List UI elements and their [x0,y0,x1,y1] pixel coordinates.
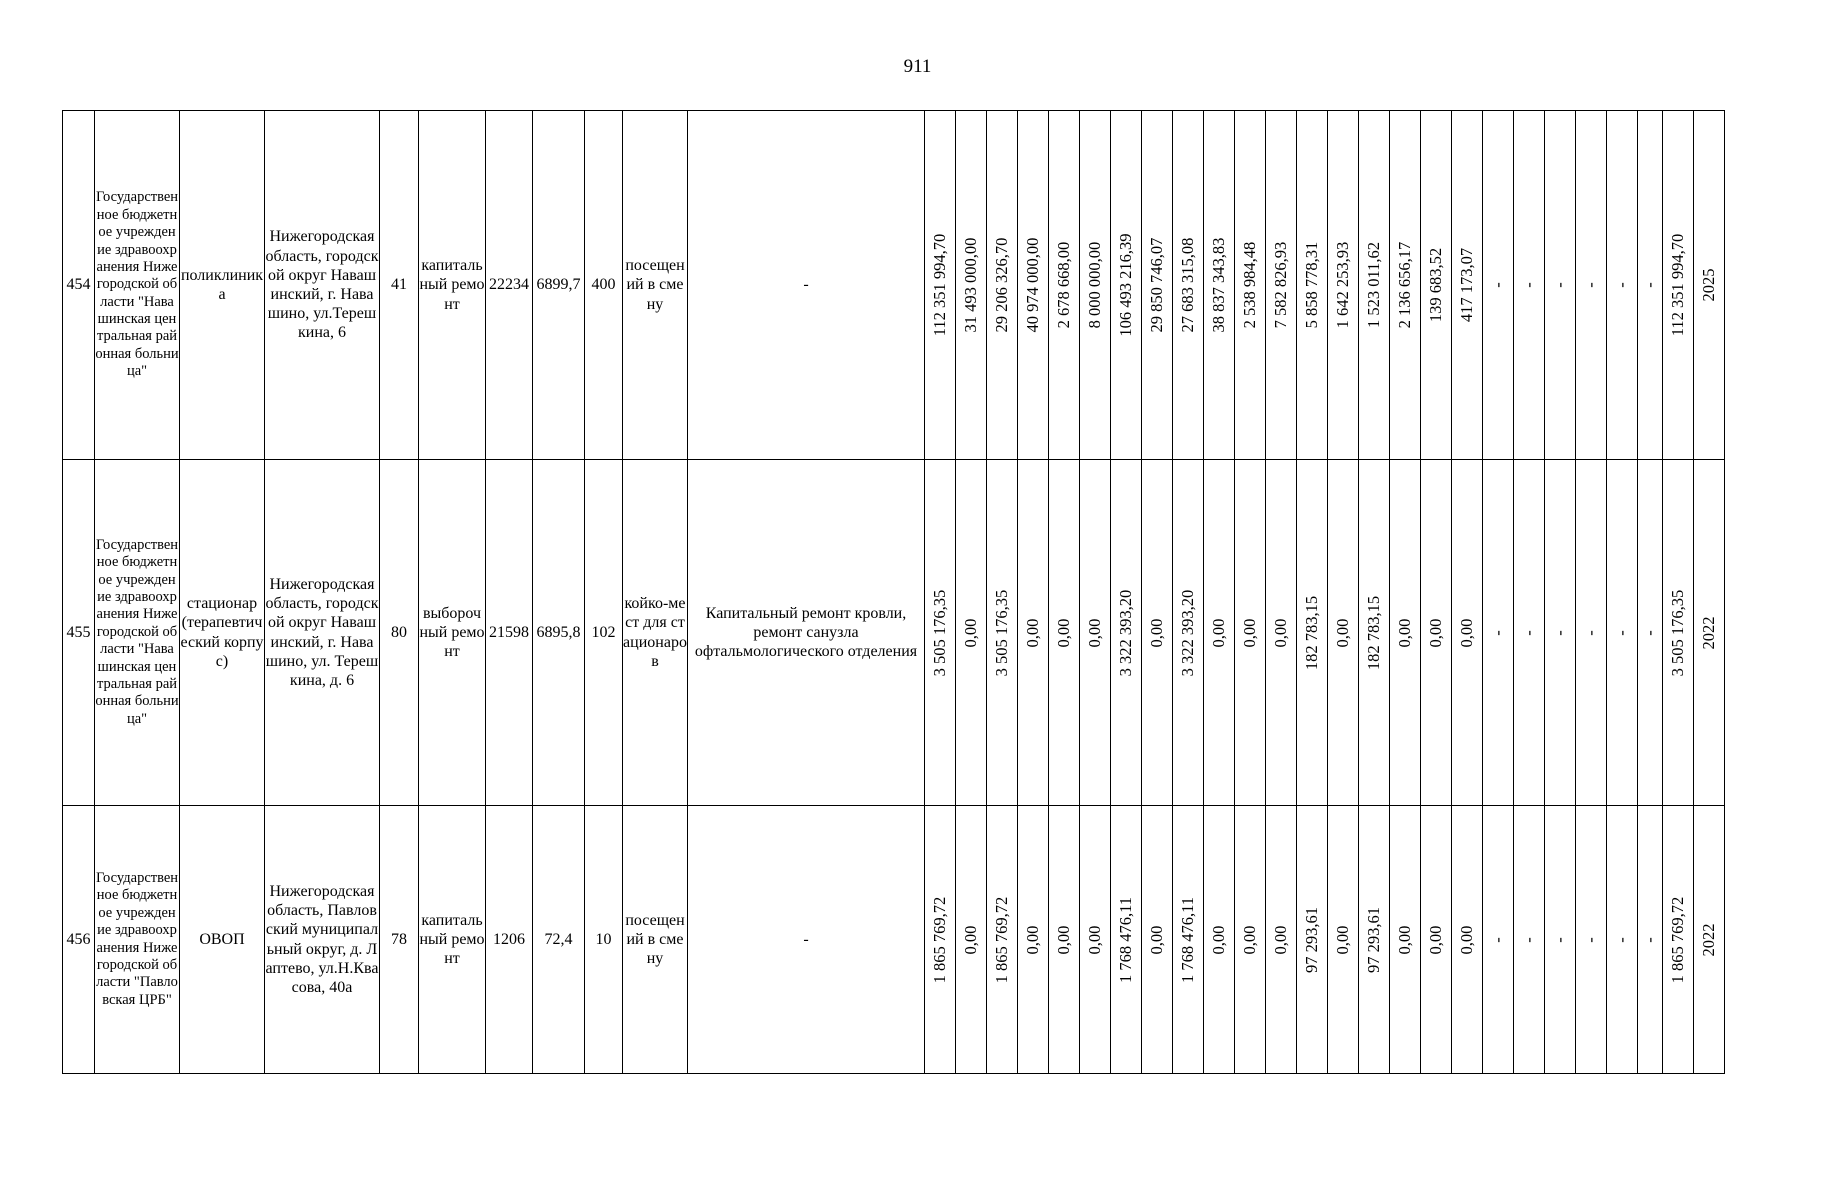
value-text: - [1487,936,1507,943]
value-text: 5 858 778,31 [1301,241,1321,329]
value-text: - [1580,936,1600,943]
value-cell [1080,806,1111,1074]
repair-type: выборочный ремонт [419,460,486,806]
value-cell [1694,111,1725,460]
object-code: 41 [380,111,419,460]
institution-name: Государственное бюджетное учреждение здравоохранения Нижегородской области "Навашинская центральная районная больница" [95,460,180,806]
value-cell [925,111,956,460]
value-cell [1359,806,1390,1074]
value-cell [1452,460,1483,806]
value-text: 139 683,52 [1425,247,1445,323]
value-cell [1173,806,1204,1074]
row-number: 455 [63,460,95,806]
value-text: 0,00 [1022,618,1042,647]
value-text: - [1639,936,1659,943]
building-value: 6895,8 [533,460,585,806]
value-cell [1452,806,1483,1074]
area-value: 21598 [486,460,533,806]
value-text: 2 678 668,00 [1053,241,1073,329]
value-text: 1 768 476,11 [1115,896,1135,983]
value-text: 1 523 011,62 [1363,241,1383,329]
institution-name: Государственное бюджетное учреждение здравоохранения Нижегородской области "Павловская ЦРБ" [95,806,180,1074]
work-description: - [688,111,925,460]
value-cell [1483,111,1514,460]
capacity-value: 102 [585,460,623,806]
value-text: - [1518,936,1538,943]
value-cell [1390,460,1421,806]
value-text: 0,00 [1084,618,1104,647]
value-text: 2025 [1698,268,1718,302]
value-text: 3 322 393,20 [1177,589,1197,676]
value-cell [1328,460,1359,806]
value-text: 29 850 746,07 [1146,237,1166,333]
table-row [63,806,1725,1074]
value-text: 27 683 315,08 [1177,237,1197,333]
value-cell [1576,111,1607,460]
value-cell [956,806,987,1074]
value-text: 182 783,15 [1363,595,1383,670]
area-value: 22234 [486,111,533,460]
value-cell [1390,111,1421,460]
value-text: 0,00 [1239,618,1259,647]
value-text: - [1487,629,1507,636]
institution-name: Государственное бюджетное учреждение здравоохранения Нижегородской области "Навашинская центральная районная больница" [95,111,180,460]
value-text: 0,00 [1425,618,1445,647]
value-cell [1266,806,1297,1074]
value-cell [1266,111,1297,460]
value-text: 2 538 984,48 [1239,241,1259,329]
value-text: 0,00 [1425,925,1445,954]
value-cell [1266,460,1297,806]
value-text: 0,00 [1053,925,1073,954]
capacity-unit: посещений в смену [623,806,688,1074]
value-cell [956,460,987,806]
value-text: 0,00 [960,618,980,647]
value-text: - [1580,629,1600,636]
page-number: 911 [903,56,932,77]
work-description: Капитальный ремонт кровли, ремонт санузла офтальмологического отделения [688,460,925,806]
value-text: 2022 [1698,923,1718,956]
value-text: - [1639,282,1659,288]
value-text: 182 783,15 [1301,595,1321,670]
value-cell [1663,111,1694,460]
value-text: 29 206 326,70 [991,237,1011,333]
value-text: 2022 [1698,616,1718,649]
value-text: - [1487,282,1507,288]
object-address: Нижегородская область, городской округ Навашинский, г. Навашино, ул. Терешкина, д. 6 [265,460,380,806]
capacity-value: 10 [585,806,623,1074]
value-cell [1421,111,1452,460]
value-cell [1638,111,1663,460]
repair-type: капитальный ремонт [419,806,486,1074]
value-cell [1204,460,1235,806]
value-cell [1235,806,1266,1074]
value-cell [1359,111,1390,460]
value-text: - [1611,282,1631,288]
value-text: - [1639,629,1659,636]
value-text: 1 865 769,72 [929,896,949,983]
value-cell [1694,806,1725,1074]
value-cell [1111,111,1142,460]
value-cell [1390,806,1421,1074]
value-text: - [1518,282,1538,288]
value-cell [1514,806,1545,1074]
data-table [62,110,1725,1074]
value-text: 0,00 [1146,618,1166,647]
value-text: 2 136 656,17 [1394,241,1414,329]
value-cell [1297,111,1328,460]
value-text: 106 493 216,39 [1115,233,1135,337]
capacity-unit: посещений в смену [623,111,688,460]
value-cell [1111,460,1142,806]
value-cell [1638,460,1663,806]
value-text: 0,00 [960,925,980,954]
value-text: 112 351 994,70 [1667,233,1687,337]
value-cell [1328,111,1359,460]
value-text: 0,00 [1053,618,1073,647]
value-cell [1359,460,1390,806]
value-text: 8 000 000,00 [1084,241,1104,329]
value-text: 0,00 [1456,618,1476,647]
object-name: поликлиника [180,111,265,460]
area-value: 1206 [486,806,533,1074]
value-cell [1514,460,1545,806]
value-text: 0,00 [1146,925,1166,954]
value-cell [1607,806,1638,1074]
value-cell [1049,806,1080,1074]
value-cell [1142,460,1173,806]
value-cell [1142,806,1173,1074]
value-text: 0,00 [1332,925,1352,954]
value-cell [1545,460,1576,806]
value-cell [925,806,956,1074]
value-text: 3 322 393,20 [1115,589,1135,676]
value-text: 0,00 [1239,925,1259,954]
value-cell [1514,111,1545,460]
value-text: 1 768 476,11 [1177,896,1197,983]
value-cell [1638,806,1663,1074]
value-cell [1018,806,1049,1074]
value-text: 0,00 [1332,618,1352,647]
value-text: 417 173,07 [1456,247,1476,323]
value-text: - [1549,282,1569,288]
value-text: 38 837 343,83 [1208,237,1228,333]
value-cell [1297,806,1328,1074]
work-description: - [688,806,925,1074]
value-cell [1421,460,1452,806]
value-cell [1049,460,1080,806]
value-text: 1 642 253,93 [1332,241,1352,329]
value-text: - [1580,282,1600,288]
value-text: 0,00 [1270,925,1290,954]
value-cell [1235,111,1266,460]
object-name: стационар (терапевтический корпус) [180,460,265,806]
table-row [63,460,1725,806]
value-cell [1235,460,1266,806]
value-text: 3 505 176,35 [929,589,949,676]
value-text: 3 505 176,35 [991,589,1011,676]
repair-type: капитальный ремонт [419,111,486,460]
value-text: 97 293,61 [1301,906,1321,973]
value-text: 0,00 [1456,925,1476,954]
value-text: 1 865 769,72 [1667,896,1687,983]
object-name: ОВОП [180,806,265,1074]
value-cell [1297,460,1328,806]
value-text: 7 582 826,93 [1270,241,1290,329]
value-cell [1080,460,1111,806]
value-cell [987,460,1018,806]
value-cell [1328,806,1359,1074]
value-cell [1576,460,1607,806]
value-text: 0,00 [1208,925,1228,954]
value-cell [1173,460,1204,806]
value-cell [1663,460,1694,806]
value-cell [1694,460,1725,806]
value-cell [1483,460,1514,806]
value-cell [1173,111,1204,460]
object-address: Нижегородская область, Павловский муниципальный округ, д. Лаптево, ул.Н.Квасова, 40а [265,806,380,1074]
value-cell [987,111,1018,460]
value-text: - [1611,629,1631,636]
value-cell [925,460,956,806]
value-cell [1545,806,1576,1074]
value-cell [1452,111,1483,460]
value-cell [956,111,987,460]
value-cell [1607,460,1638,806]
value-text: 0,00 [1022,925,1042,954]
value-text: - [1549,936,1569,943]
value-text: 0,00 [1270,618,1290,647]
value-cell [1607,111,1638,460]
value-cell [1080,111,1111,460]
object-code: 80 [380,460,419,806]
table-row [63,111,1725,460]
capacity-unit: койко-мест для стационаров [623,460,688,806]
value-cell [1111,806,1142,1074]
value-cell [1204,111,1235,460]
value-text: 0,00 [1394,925,1414,954]
row-number: 456 [63,806,95,1074]
value-cell [1018,460,1049,806]
value-cell [987,806,1018,1074]
value-cell [1204,806,1235,1074]
value-cell [1142,111,1173,460]
value-text: - [1549,629,1569,636]
value-text: - [1518,629,1538,636]
value-cell [1421,806,1452,1074]
value-text: 0,00 [1394,618,1414,647]
value-cell [1545,111,1576,460]
value-text: - [1611,936,1631,943]
value-cell [1018,111,1049,460]
value-cell [1049,111,1080,460]
row-number: 454 [63,111,95,460]
capacity-value: 400 [585,111,623,460]
value-cell [1576,806,1607,1074]
value-cell [1483,806,1514,1074]
object-code: 78 [380,806,419,1074]
value-text: 97 293,61 [1363,906,1383,973]
value-text: 0,00 [1208,618,1228,647]
value-text: 1 865 769,72 [991,896,1011,983]
object-address: Нижегородская область, городской округ Навашинский, г. Навашино, ул.Терешкина, 6 [265,111,380,460]
value-text: 112 351 994,70 [929,233,949,337]
value-text: 40 974 000,00 [1022,237,1042,333]
value-text: 3 505 176,35 [1667,589,1687,676]
building-value: 72,4 [533,806,585,1074]
value-cell [1663,806,1694,1074]
building-value: 6899,7 [533,111,585,460]
value-text: 0,00 [1084,925,1104,954]
value-text: 31 493 000,00 [960,237,980,333]
